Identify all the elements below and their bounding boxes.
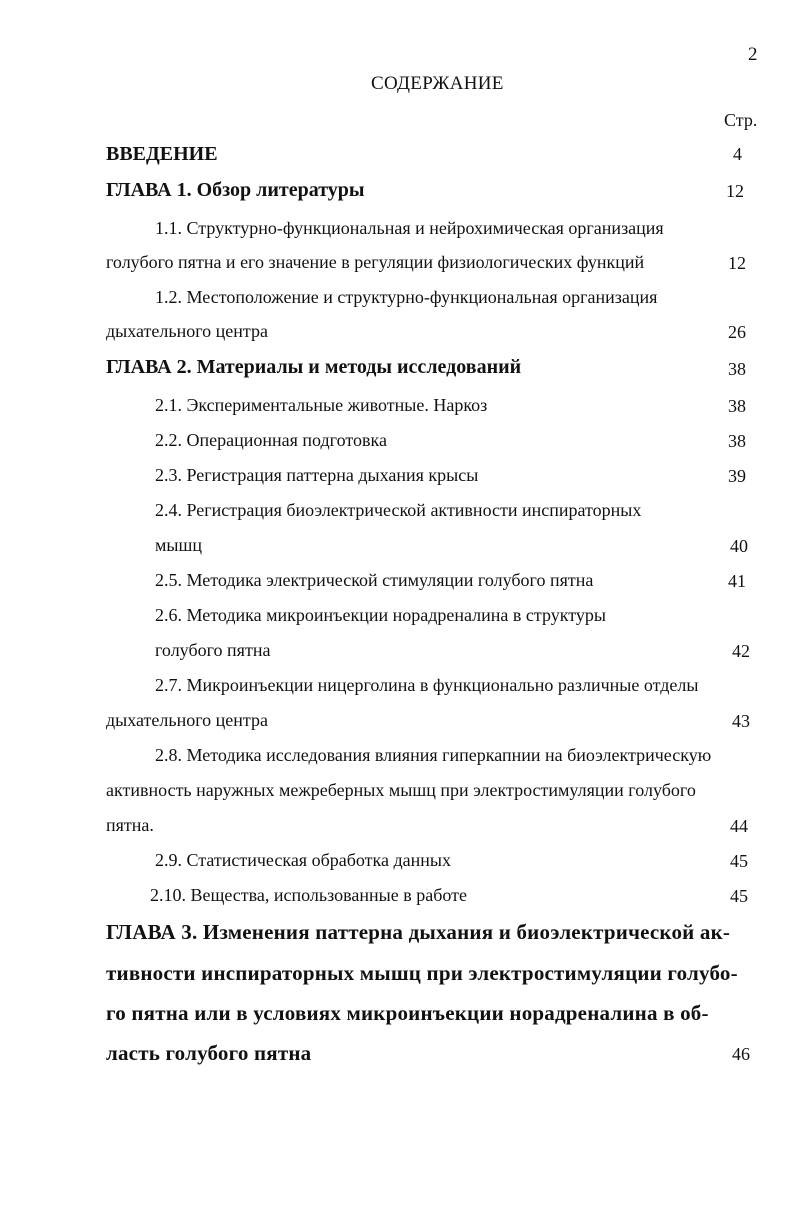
toc-page-number: 12 [728,253,746,273]
toc-entry-2-9: 2.9. Статистическая обработка данных [155,850,451,870]
toc-page-number: 26 [728,322,746,342]
toc-page-number: 38 [728,431,746,451]
toc-page-number: 42 [732,641,750,661]
toc-page-number: 45 [730,886,748,906]
toc-entry-2-4-line-1: 2.4. Регистрация биоэлектрической активности инспираторных [155,500,642,520]
toc-entry-2-7-line-1: 2.7. Микроинъекции ницерголина в функционально различные отделы [155,675,699,695]
toc-entry-2-3: 2.3. Регистрация паттерна дыхания крысы [155,465,479,485]
toc-entry-chapter-2: ГЛАВА 2. Материалы и методы исследований [106,356,522,378]
toc-entry-chapter-3-line-1: ГЛАВА 3. Изменения паттерна дыхания и биоэлектрической ак- [106,920,731,944]
toc-entry-chapter-3-line-3: го пятна или в условиях микроинъекции норадреналина в об- [106,1001,709,1025]
toc-page-number: 38 [728,359,746,379]
toc-entry-1-1-line-1: 1.1. Структурно-функциональная и нейрохимическая организация [155,218,664,238]
toc-entry-1-1-line-2: голубого пятна и его значение в регуляции физиологических функций [106,252,645,272]
toc-entry-2-4-line-2: мышц [155,535,202,555]
toc-page-number: 43 [732,711,750,731]
toc-entry-2-7-line-2: дыхательного центра [106,710,268,730]
toc-entry-2-6-line-1: 2.6. Методика микроинъекции норадреналина в структуры [155,605,606,625]
toc-entry-chapter-3-line-2: тивности инспираторных мышц при электростимуляции голубо- [106,961,738,985]
toc-entry-1-2-line-1: 1.2. Местоположение и структурно-функциональная организация [155,287,658,307]
page-number: 2 [748,44,758,65]
toc-entry-2-8-line-1: 2.8. Методика исследования влияния гиперкапнии на биоэлектрическую [155,745,712,765]
toc-page-number: 41 [728,571,746,591]
toc-entry-1-2-line-2: дыхательного центра [106,321,268,341]
toc-entry-chapter-1: ГЛАВА 1. Обзор литературы [106,179,365,201]
toc-entry-2-8-line-3: пятна. [106,815,154,835]
toc-entry-2-10: 2.10. Вещества, использованные в работе [150,885,467,905]
page-title: СОДЕРЖАНИЕ [371,73,504,94]
toc-entry-2-2: 2.2. Операционная подготовка [155,430,387,450]
toc-entry-chapter-3-line-4: ласть голубого пятна [106,1041,312,1065]
toc-page-number: 38 [728,396,746,416]
toc-page-number: 44 [730,816,748,836]
toc-page-number: 12 [726,181,744,201]
page-column-header: Стр. [724,110,758,130]
toc-page-number: 40 [730,536,748,556]
toc-page-number: 4 [733,144,742,164]
toc-entry-2-5: 2.5. Методика электрической стимуляции голубого пятна [155,570,594,590]
toc-page-number: 39 [728,466,746,486]
toc-entry-introduction: ВВЕДЕНИЕ [106,143,218,165]
toc-entry-2-6-line-2: голубого пятна [155,640,271,660]
toc-entry-2-1: 2.1. Экспериментальные животные. Наркоз [155,395,488,415]
toc-page-number: 45 [730,851,748,871]
toc-entry-2-8-line-2: активность наружных межреберных мышц при электростимуляции голубого [106,780,696,800]
toc-page-number: 46 [732,1044,750,1064]
